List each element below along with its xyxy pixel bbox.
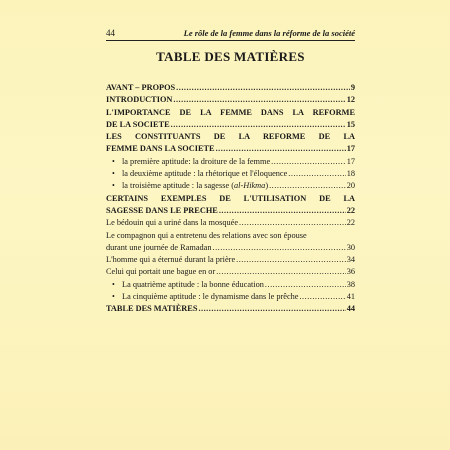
dot-leader — [173, 94, 345, 106]
toc-label: Celui qui portait une bague en or — [106, 267, 216, 277]
toc-entry-bague — [106, 266, 355, 278]
toc-label — [122, 180, 268, 192]
toc-label-post: ) — [265, 181, 269, 191]
toc-page: 44 — [346, 304, 355, 314]
toc-page: 36 — [346, 267, 355, 277]
dot-leader — [288, 168, 345, 180]
header-rule — [106, 40, 355, 41]
toc-label: TABLE DES MATIÈRES — [106, 304, 198, 314]
toc-entry-table — [106, 303, 355, 315]
toc-entry-constituants — [106, 143, 355, 155]
bullet-icon: • — [112, 169, 115, 179]
toc-label: la première aptitude: la droiture de la femme — [122, 156, 271, 166]
toc-label-pre: la troisième aptitude : la sagesse ( — [122, 181, 234, 191]
dot-leader — [216, 143, 346, 155]
toc-entry-exemples-line1: CERTAINS EXEMPLES DE L'UTILISATION DE LA — [106, 193, 355, 203]
toc-label-italic: al-Hikma — [233, 181, 266, 191]
toc-page: 18 — [346, 169, 355, 179]
toc-label: Le bédouin qui a uriné dans la mosquée — [106, 218, 239, 228]
toc-page: 12 — [346, 95, 355, 105]
toc-entry-compagnon-line1: Le compagnon qui a entretenu des relations avec son épouse — [106, 230, 307, 240]
toc-entry-aptitude-1 — [106, 156, 355, 168]
toc-label: La cinquième aptitude : le dynamisme dans le prêche — [122, 292, 299, 302]
page-header — [106, 28, 355, 38]
page-number: 44 — [106, 28, 115, 38]
dot-leader — [171, 119, 346, 131]
toc-page: 30 — [346, 242, 355, 252]
dot-leader — [213, 242, 346, 254]
dot-leader — [269, 180, 346, 192]
bullet-icon: • — [112, 181, 115, 191]
toc-page: 22 — [346, 205, 355, 215]
toc-entry-introduction — [106, 94, 355, 106]
toc-label: DE LA SOCIETE — [106, 119, 170, 129]
bullet-icon: • — [112, 292, 115, 302]
toc-entry-aptitude-2 — [106, 168, 355, 180]
dot-leader — [216, 266, 345, 278]
toc-entry-importance-line1: L'IMPORTANCE DE LA FEMME DANS LA REFORME — [106, 107, 355, 117]
dot-leader — [219, 205, 346, 217]
toc-page: 41 — [346, 292, 355, 302]
toc-page: 15 — [346, 119, 355, 129]
bullet-icon: • — [112, 156, 115, 166]
dot-leader — [271, 156, 346, 168]
toc-entry-compagnon — [106, 242, 355, 254]
toc-label: La quatrième aptitude : la bonne éducation — [122, 279, 264, 289]
toc-label: L'homme qui a éternué durant la prière — [106, 255, 236, 265]
toc-label: AVANT – PROPOS — [106, 83, 176, 92]
toc-label: INTRODUCTION — [106, 95, 173, 105]
toc-label: FEMME DANS LA SOCIETE — [106, 144, 215, 154]
toc-page: 38 — [346, 279, 355, 289]
toc-entry-exemples — [106, 205, 355, 217]
dot-leader — [265, 279, 346, 291]
dot-leader — [198, 303, 345, 315]
toc-entry-aptitude-3 — [106, 180, 355, 192]
toc-entry-constituants-line1: LES CONSTITUANTS DE LA REFORME DE LA — [106, 132, 355, 142]
toc-entry-importance — [106, 119, 355, 131]
toc-entry-aptitude-5 — [106, 291, 355, 303]
toc-entry-bedouin — [106, 217, 355, 229]
page-title: TABLE DES MATIÈRES — [156, 49, 305, 64]
toc-entry-eternue — [106, 254, 355, 266]
toc-entry-aptitude-4 — [106, 279, 355, 291]
dot-leader — [299, 291, 345, 303]
toc-page: 20 — [346, 181, 355, 191]
dot-leader — [239, 217, 346, 229]
running-title: Le rôle de la femme dans la réforme de la société — [183, 28, 355, 38]
toc-page: 9 — [350, 83, 355, 92]
toc-page: 17 — [346, 144, 355, 154]
toc-label: SAGESSE DANS LE PRECHE — [106, 205, 218, 215]
toc-page: 22 — [346, 218, 355, 228]
dot-leader — [176, 82, 350, 94]
toc-label: durant une journée de Ramadan — [106, 242, 212, 252]
toc-label: la deuxième aptitude : la rhétorique et l'éloquence — [122, 169, 288, 179]
bullet-icon: • — [112, 279, 115, 289]
dot-leader — [236, 254, 346, 266]
toc-page: 17 — [346, 156, 355, 166]
table-of-contents — [106, 82, 355, 316]
toc-page: 34 — [346, 255, 355, 265]
toc-entry-avant-propos — [106, 82, 355, 94]
